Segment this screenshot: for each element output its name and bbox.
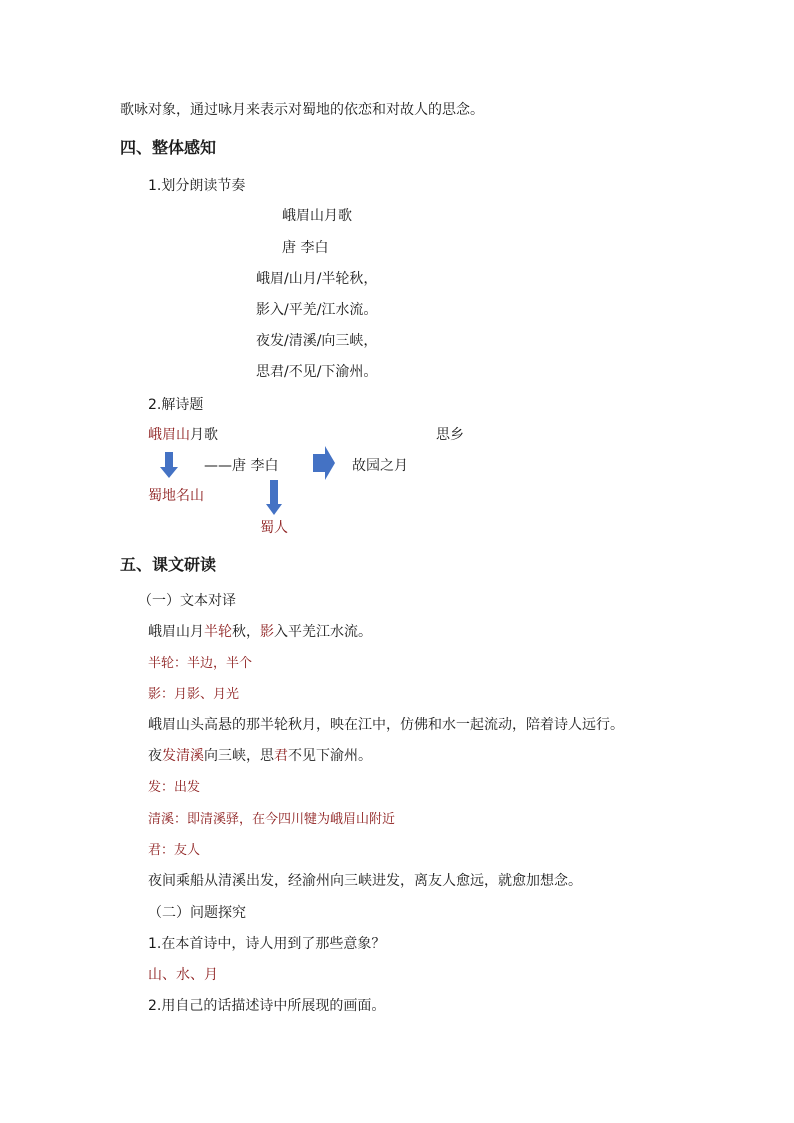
translation-1: 峨眉山头高悬的那半轮秋月，映在江中，仿佛和水一起流动，陪着诗人远行。	[148, 717, 624, 733]
verse-1-c: 秋，	[232, 624, 260, 640]
verse-line-1	[148, 623, 372, 641]
note-jun: 君：友人	[148, 843, 201, 858]
section-5-heading: 五、课文研读	[120, 555, 217, 574]
intro-line: 歌咏对象，通过咏月来表示对蜀地的依恋和对故人的思念。	[120, 102, 484, 118]
poem-line-1: 峨眉/山月/半轮秋，	[256, 271, 378, 287]
verse-2-e: 君	[274, 748, 288, 764]
diagram-title-rest: 月歌	[190, 427, 218, 443]
note-fa: 发：出发	[148, 780, 201, 795]
arrow-down-icon	[266, 480, 282, 515]
verse-2-d: 向三峡，思	[204, 748, 274, 764]
diagram-sixiang: 思乡	[436, 427, 464, 443]
translation-2: 夜间乘船从清溪出发，经渝州向三峡进发，离友人愈远，就愈加想念。	[148, 873, 582, 889]
verse-1-b: 半轮	[204, 624, 232, 640]
verse-1-d: 影	[260, 624, 274, 640]
section-4-heading: 四、整体感知	[120, 138, 217, 157]
question-2: 2.用自己的话描述诗中所展现的画面。	[148, 998, 386, 1014]
item-1-label: 1.划分朗读节奏	[148, 178, 246, 194]
verse-2-a: 夜	[148, 748, 162, 764]
verse-1-a: 峨眉山月	[148, 624, 204, 640]
diagram-shuren: 蜀人	[260, 520, 288, 536]
sub-heading-2: （二）问题探究	[148, 905, 246, 921]
diagram-shudi: 蜀地名山	[148, 488, 204, 504]
poem-line-3: 夜发/清溪/向三峡，	[256, 333, 378, 349]
verse-2-c: 清溪	[176, 748, 204, 764]
diagram-title-red: 峨眉山	[148, 427, 190, 443]
poem-line-2: 影入/平羌/江水流。	[256, 302, 378, 318]
arrow-right-icon	[313, 446, 335, 480]
verse-2-f: 不见下渝州。	[288, 748, 372, 764]
sub-heading-1: （一）文本对译	[138, 593, 236, 609]
verse-line-2	[148, 747, 372, 765]
poem-title: 峨眉山月歌	[282, 208, 352, 224]
diagram-guyuan: 故园之月	[352, 458, 408, 474]
diagram-title	[148, 426, 218, 444]
diagram-author: ——唐 李白	[204, 458, 279, 474]
item-2-label: 2.解诗题	[148, 397, 204, 413]
verse-1-e: 入平羌江水流。	[274, 624, 372, 640]
note-banlun: 半轮：半边，半个	[148, 656, 253, 671]
arrow-down-icon	[160, 452, 178, 478]
poem-line-4: 思君/不见/下渝州。	[256, 364, 378, 380]
note-qingxi: 清溪：即清溪驿，在今四川犍为峨眉山附近	[148, 812, 396, 827]
question-1: 1.在本首诗中，诗人用到了那些意象？	[148, 936, 386, 952]
answer-1: 山、水、月	[148, 967, 218, 983]
verse-2-b: 发	[162, 748, 176, 764]
note-ying: 影：月影、月光	[148, 687, 240, 702]
poem-author: 唐 李白	[282, 240, 329, 256]
